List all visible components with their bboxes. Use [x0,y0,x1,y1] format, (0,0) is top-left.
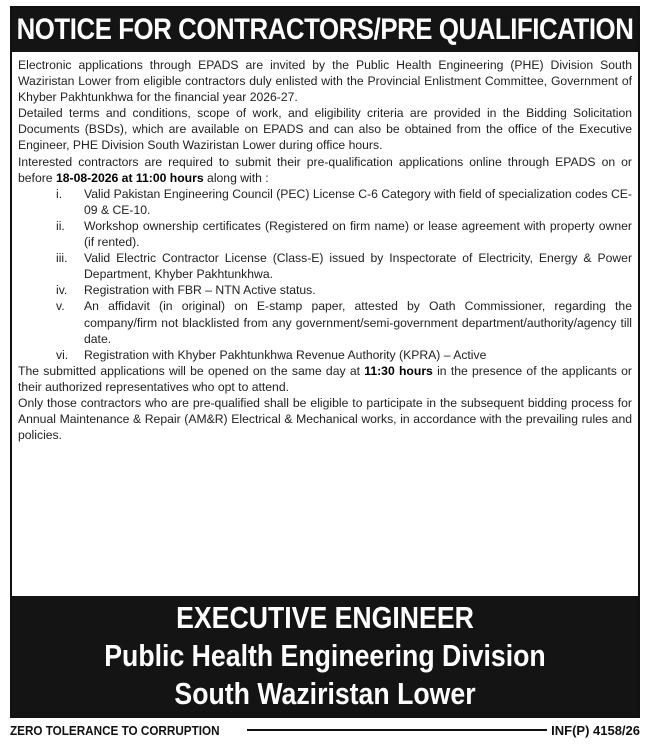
division-name: Public Health Engineering Division [104,638,546,673]
paragraph-submission [18,154,632,186]
opening-time: 11:30 hours [364,363,433,378]
list-item-number: iii. [56,251,68,266]
list-item-text: Valid Electric Contractor License (Class-E) issued by Inspectorate of Electricity, Energy & Power Department, Khyber Pakhtunkhwa. [84,251,632,282]
list-item-number: vi. [56,347,69,362]
notice-title: NOTICE FOR CONTRACTORS/PRE QUALIFICATION [56,8,594,52]
opening-text-end: in the presence of the applicants or their authorized representatives who opt to attend. [18,363,632,394]
list-item [18,347,632,363]
list-item-text: Valid Pakistan Engineering Council (PEC) License C-6 Category with field of specialization codes CE-09 & CE-10. [84,186,632,217]
anti-corruption-slogan: ZERO TOLERANCE TO CORRUPTION [10,722,220,738]
list-item-number: v. [56,299,65,314]
designation: EXECUTIVE ENGINEER [176,600,474,635]
submission-text-end: along with : [203,170,269,185]
list-item-number: iv. [56,283,68,298]
submission-deadline: 18-08-2026 at 11:00 hours [55,170,204,185]
title-bar [12,8,638,52]
list-item [18,298,632,346]
list-item-text: Registration with Khyber Pakhtunkhwa Revenue Authority (KPRA) – Active [84,347,487,362]
list-item-text: Workshop ownership certificates (Registered on firm name) or lease agreement with property owner (if rented). [84,218,632,250]
signature-block [12,596,638,716]
paragraph-documents: Detailed terms and conditions, scope of work, and eligibility criteria are provided in the Bidding Solicitation Documents (BSDs), which are available on EPADS and can also be obtained from the office of the Executive Engineer, PHE Division South Waziristan Lower during office hours. [18,106,632,153]
list-item-text: An affidavit (in original) on E-stamp paper, attested by Oath Commissioner, regarding the company/firm not blacklisted from any government/semi-government department/authority/agency till date. [84,299,632,346]
notice-frame [10,6,640,718]
list-item [18,282,632,298]
divider-rule [247,729,547,731]
paragraph-eligibility: Only those contractors who are pre-qualified shall be eligible to participate in the subsequent bidding process for Annual Maintenance & Repair (AM&R) Electrical & Mechanical works, in accordance with the prevailing rules and policies. [18,395,632,443]
requirements-list [18,186,632,363]
notice-body [12,52,638,443]
opening-text-start: The submitted applications will be opened on the same day at [18,363,365,378]
list-item [18,250,632,282]
list-item-text: Registration with FBR – NTN Active status. [84,283,316,298]
list-item [18,218,632,250]
location-name: South Waziristan Lower [174,676,476,711]
paragraph-opening [18,363,632,395]
list-item [18,186,632,218]
submission-text-start: Interested contractors are required to submit their pre-qualification applications online through EPADS on or before [18,154,632,185]
list-item-number: i. [56,186,63,201]
list-item-number: ii. [56,218,65,233]
paragraph-invitation: Electronic applications through EPADS are invited by the Public Health Engineering (PHE) Division South Waziristan Lower from eligible contractors duly enlisted with the Provincial Enlistment Committee, Government of Khyber Pakhtunkhwa for the financial year 2026-27. [18,58,632,105]
bottom-strip [10,720,640,740]
reference-number: INF(P) 4158/26 [551,722,640,738]
